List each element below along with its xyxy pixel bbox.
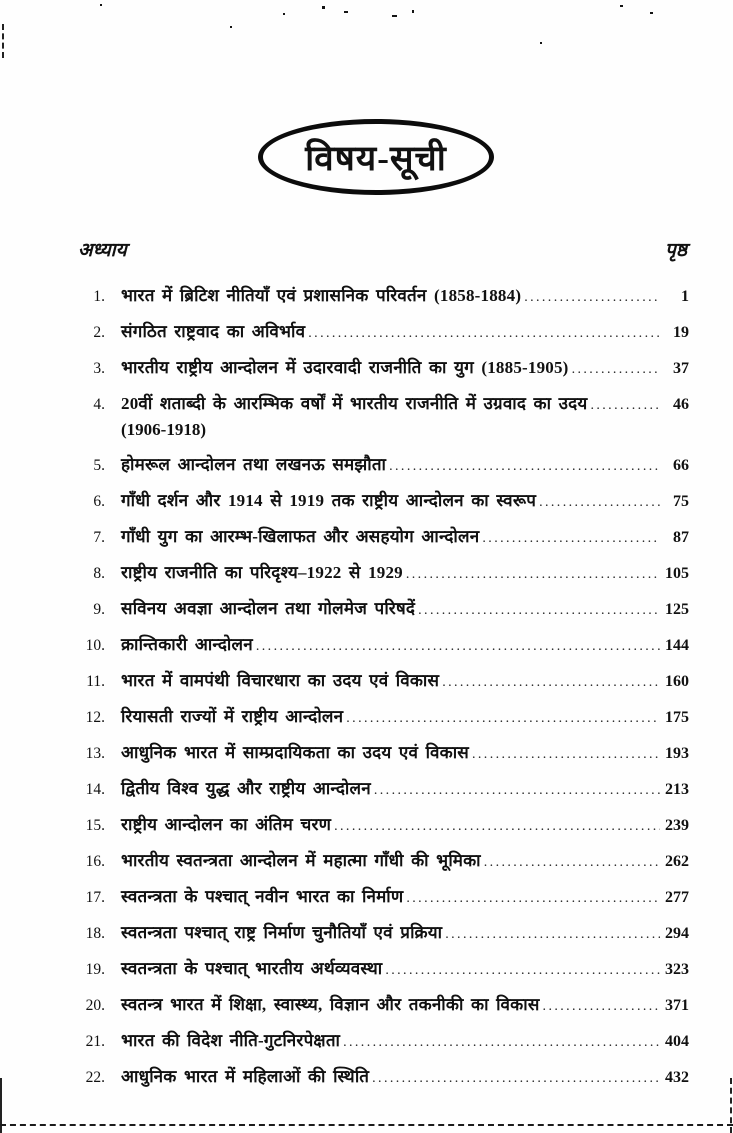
toc-item <box>60 921 689 947</box>
dot-leader <box>385 959 660 983</box>
dot-leader <box>372 1067 660 1091</box>
toc-item-page: 1 <box>681 288 689 305</box>
toc-item-title: भारत में वामपंथी विचारधारा का उदय एवं विकास <box>121 671 440 690</box>
toc-item-line <box>121 356 689 382</box>
toc-item <box>60 356 689 382</box>
page-title: विषय-सूची <box>305 138 447 178</box>
toc-item-line <box>121 1029 689 1055</box>
toc-item-line <box>121 633 689 659</box>
toc-item-line <box>121 284 689 310</box>
scan-speck <box>650 12 653 14</box>
toc-item-line <box>121 885 689 911</box>
toc-item <box>60 597 689 623</box>
toc-item-page: 294 <box>665 925 689 942</box>
toc-item-page: 175 <box>665 709 689 726</box>
dot-leader <box>524 286 660 310</box>
toc-item-number: 21. <box>85 1033 105 1050</box>
toc-item-number: 17. <box>85 889 105 906</box>
dot-leader <box>539 491 660 515</box>
dot-leader <box>334 815 660 839</box>
toc-list <box>60 284 689 1101</box>
toc-header <box>78 236 687 262</box>
toc-item <box>60 284 689 310</box>
toc-item-page: 160 <box>665 673 689 690</box>
toc-item-body <box>121 561 689 587</box>
dot-leader <box>543 995 660 1019</box>
scan-edge-artifact <box>2 24 4 58</box>
toc-item-page: 37 <box>673 360 689 377</box>
page-column-label: पृष्ठ <box>665 240 687 261</box>
dot-leader <box>389 455 660 479</box>
toc-item-title: संगठित राष्ट्रवाद का अविर्भाव <box>121 322 306 341</box>
toc-item-title: रियासती राज्यों में राष्ट्रीय आन्दोलन <box>121 707 344 726</box>
toc-item <box>60 669 689 695</box>
toc-item-number: 16. <box>85 853 105 870</box>
toc-item-number: 9. <box>93 601 105 618</box>
toc-item <box>60 741 689 767</box>
toc-item-page: 404 <box>665 1033 689 1050</box>
dot-leader <box>472 743 660 767</box>
dot-leader <box>445 923 660 947</box>
toc-item-number: 19. <box>85 961 105 978</box>
toc-item <box>60 849 689 875</box>
toc-item-number: 15. <box>85 817 105 834</box>
toc-item-number: 1. <box>93 288 105 305</box>
toc-item-body <box>121 777 689 803</box>
toc-item <box>60 525 689 551</box>
toc-item <box>60 633 689 659</box>
toc-item-line <box>121 957 689 983</box>
toc-item-page: 193 <box>665 745 689 762</box>
dot-leader <box>343 1031 660 1055</box>
toc-item <box>60 993 689 1019</box>
toc-item-title: क्रान्तिकारी आन्दोलन <box>121 635 253 654</box>
dot-leader <box>374 779 660 803</box>
dot-leader <box>406 887 660 911</box>
toc-item-line <box>121 320 689 346</box>
scan-speck <box>322 6 325 9</box>
toc-item <box>60 1029 689 1055</box>
toc-item-page: 75 <box>673 493 689 510</box>
toc-item-page: 371 <box>665 997 689 1014</box>
toc-item-title: स्वतन्त्रता पश्चात् राष्ट्र निर्माण चुनौतियाँ एवं प्रक्रिया <box>121 923 443 942</box>
toc-item-body <box>121 356 689 382</box>
dot-leader <box>346 707 660 731</box>
toc-item-body <box>121 320 689 346</box>
toc-item-page: 125 <box>665 601 689 618</box>
toc-item-line <box>121 777 689 803</box>
scan-speck <box>620 5 623 7</box>
dot-leader <box>482 527 660 551</box>
toc-item-body <box>121 669 689 695</box>
scan-speck <box>230 26 232 28</box>
dot-leader <box>406 563 660 587</box>
toc-item-page: 277 <box>665 889 689 906</box>
toc-item <box>60 392 689 443</box>
toc-item <box>60 777 689 803</box>
toc-item-number: 13. <box>85 745 105 762</box>
toc-item-body <box>121 849 689 875</box>
toc-item-title: गाँधी दर्शन और 1914 से 1919 तक राष्ट्रीय आन्दोलन का स्वरूप <box>121 491 537 510</box>
toc-item-body <box>121 741 689 767</box>
toc-item-line <box>121 669 689 695</box>
toc-item-line <box>121 489 689 515</box>
dot-leader <box>484 851 660 875</box>
dot-leader <box>442 671 660 695</box>
toc-item <box>60 489 689 515</box>
toc-item-page: 87 <box>673 529 689 546</box>
scan-speck <box>540 42 542 44</box>
toc-item-number: 5. <box>93 457 105 474</box>
toc-item-body <box>121 813 689 839</box>
toc-item-line <box>121 561 689 587</box>
toc-item-title: भारतीय स्वतन्त्रता आन्दोलन में महात्मा गाँधी की भूमिका <box>121 851 481 870</box>
toc-item-page: 262 <box>665 853 689 870</box>
scan-speck <box>392 15 397 17</box>
toc-item-number: 14. <box>85 781 105 798</box>
scan-speck <box>412 10 414 13</box>
toc-item-body <box>121 1029 689 1055</box>
toc-item-title: स्वतन्त्र भारत में शिक्षा, स्वास्थ्य, विज्ञान और तकनीकी का विकास <box>121 995 540 1014</box>
toc-item-body <box>121 597 689 623</box>
dot-leader <box>256 635 660 659</box>
toc-item-title: राष्ट्रीय आन्दोलन का अंतिम चरण <box>121 815 332 834</box>
toc-item-body <box>121 705 689 731</box>
toc-item-page: 432 <box>665 1069 689 1086</box>
toc-item-title: आधुनिक भारत में साम्प्रदायिकता का उदय एवं विकास <box>121 743 469 762</box>
toc-item-title: आधुनिक भारत में महिलाओं की स्थिति <box>121 1067 370 1086</box>
toc-item-number: 8. <box>93 565 105 582</box>
toc-item <box>60 705 689 731</box>
toc-item-title: सविनय अवज्ञा आन्दोलन तथा गोलमेज परिषदें <box>121 599 416 618</box>
toc-item-title: स्वतन्त्रता के पश्चात् नवीन भारत का निर्माण <box>121 887 404 906</box>
toc-item <box>60 320 689 346</box>
toc-item-number: 6. <box>93 493 105 510</box>
toc-item <box>60 1065 689 1091</box>
toc-item-line <box>121 741 689 767</box>
toc-item-number: 10. <box>85 637 105 654</box>
toc-item-number: 20. <box>85 997 105 1014</box>
toc-item-number: 7. <box>93 529 105 546</box>
dot-leader <box>308 322 660 346</box>
toc-item-title: राष्ट्रीय राजनीति का परिदृश्य–1922 से 1929 <box>121 563 403 582</box>
toc-item <box>60 957 689 983</box>
toc-item-number: 3. <box>93 360 105 377</box>
toc-item-line <box>121 525 689 551</box>
toc-item-body <box>121 453 689 479</box>
toc-item <box>60 561 689 587</box>
toc-item-line <box>121 921 689 947</box>
toc-item-body <box>121 489 689 515</box>
scan-speck <box>344 11 348 13</box>
scan-edge-artifact <box>0 1124 733 1126</box>
toc-item-body <box>121 885 689 911</box>
toc-item-title-line2: (1906-1918) <box>121 420 206 439</box>
toc-item-number: 2. <box>93 324 105 341</box>
toc-item-body <box>121 633 689 659</box>
toc-item-page: 213 <box>665 781 689 798</box>
toc-item-page: 239 <box>665 817 689 834</box>
toc-item-body <box>121 921 689 947</box>
toc-item-body <box>121 392 689 443</box>
toc-item-title: भारत में ब्रिटिश नीतियाँ एवं प्रशासनिक परिवर्तन (1858-1884) <box>121 286 522 305</box>
toc-item-line <box>121 597 689 623</box>
toc-item-page: 46 <box>673 396 689 413</box>
toc-item-line <box>121 705 689 731</box>
chapter-column-label: अध्याय <box>78 240 127 261</box>
toc-item-line <box>121 453 689 479</box>
toc-item-title: द्वितीय विश्व युद्ध और राष्ट्रीय आन्दोलन <box>121 779 371 798</box>
toc-item-line <box>121 849 689 875</box>
toc-item-page: 66 <box>673 457 689 474</box>
title-oval <box>258 119 494 195</box>
toc-item-number: 22. <box>85 1069 105 1086</box>
toc-item-body <box>121 957 689 983</box>
toc-item-number: 4. <box>93 396 105 413</box>
toc-item-line <box>121 993 689 1019</box>
toc-item-line <box>121 1065 689 1091</box>
toc-item-number: 18. <box>85 925 105 942</box>
toc-item-body <box>121 525 689 551</box>
toc-item-title: होमरूल आन्दोलन तथा लखनऊ समझौता <box>121 455 387 474</box>
toc-item-title: भारतीय राष्ट्रीय आन्दोलन में उदारवादी राजनीति का युग (1885-1905) <box>121 358 569 377</box>
toc-item-body <box>121 284 689 310</box>
scan-speck <box>283 13 285 15</box>
scan-speck <box>100 4 102 6</box>
toc-item <box>60 813 689 839</box>
toc-item-page: 144 <box>665 637 689 654</box>
toc-item <box>60 885 689 911</box>
toc-item-page: 105 <box>665 565 689 582</box>
toc-item-page: 323 <box>665 961 689 978</box>
toc-item-title: भारत की विदेश नीति-गुटनिरपेक्षता <box>121 1031 341 1050</box>
toc-item-number: 12. <box>85 709 105 726</box>
toc-item-line <box>121 392 689 418</box>
toc-item-number: 11. <box>86 673 105 690</box>
toc-item-body <box>121 993 689 1019</box>
dot-leader <box>418 599 660 623</box>
toc-item <box>60 453 689 479</box>
dot-leader <box>572 358 660 382</box>
toc-item-line <box>121 813 689 839</box>
toc-item-title: गाँधी युग का आरम्भ-खिलाफत और असहयोग आन्दोलन <box>121 527 480 546</box>
toc-item-title: स्वतन्त्रता के पश्चात् भारतीय अर्थव्यवस्था <box>121 959 383 978</box>
toc-item-page: 19 <box>673 324 689 341</box>
dot-leader <box>590 394 660 418</box>
toc-item-title: 20वीं शताब्दी के आरम्भिक वर्षों में भारतीय राजनीति में उग्रवाद का उदय <box>121 394 588 413</box>
toc-item-body <box>121 1065 689 1091</box>
